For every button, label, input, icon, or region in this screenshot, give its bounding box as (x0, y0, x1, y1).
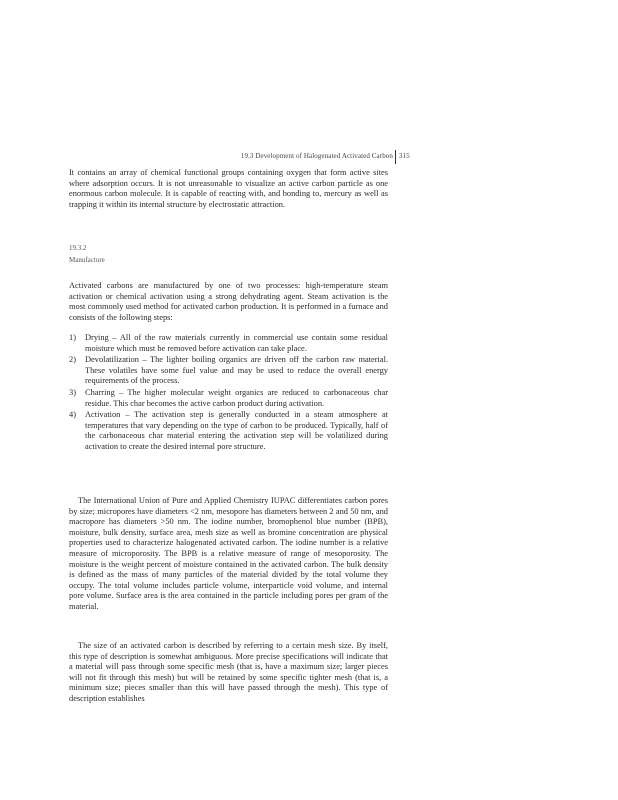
section-number: 19.3.2 (69, 244, 87, 252)
list-item-text: Activation – The activation step is generally conducted in a steam atmosphere at temperatures that vary depending on the type of carbon to be produced. Typically, half of the carbonaceous char material entering the activation step will be volatilized during activation to create the desired internal pore structure. (85, 410, 388, 451)
list-item-number: 4) (69, 410, 76, 420)
list-item (69, 355, 388, 387)
continued-paragraph: It contains an array of chemical functional groups containing oxygen that form active sites where adsorption occurs. It is not unreasonable to visualize an active carbon particle as one enormous carbon molecule. It is capable of reacting with, and bonding to, mercury as well as trapping it within its internal structure by electrostatic attraction. (69, 168, 388, 209)
intro-paragraph: Activated carbons are manufactured by one of two processes: high-temperature steam activation or chemical activation using a strong dehydrating agent. Steam activation is the most commonly used method for activated carbon production. It is performed in a furnace and consists of the following steps: (69, 281, 388, 322)
section-title: Manufacture (69, 256, 105, 264)
size-paragraph: The size of an activated carbon is described by referring to a certain mesh size. By itself, this type of description is somewhat ambiguous. More precise specifications will indicate that a material will pass through some specific mesh (that is, have a maximum size; larger pieces will not fit through this mesh) but will be retained by some specific tighter mesh (that is, a minimum size; pieces smaller than this will have passed through the mesh). This type of description establishes (69, 641, 388, 703)
manufacturing-steps-list (69, 333, 388, 454)
iupac-paragraph: The International Union of Pure and Applied Chemistry IUPAC differentiates carbon pores by size; micropores have diameters <2 nm, mesopore has diameters between 2 and 50 nm, and macropore has diameters >50 nm. The iodine number, bromophenol blue number (BPB), moisture, bulk density, surface area, mesh size as well as bromine concentration are physical properties used to characterize halogenated activated carbon. The iodine number is a relative measure of microporosity. The BPB is a relative measure of range of mesoporosity. The moisture is the weight percent of moisture contained in the activated carbon. The bulk density is defined as the mass of many particles of the material divided by the total volume they occupy. The total volume includes particle volume, interparticle void volume, and internal pore volume. Surface area is the area contained in the particle including pores per gram of the material. (69, 496, 388, 611)
list-item (69, 410, 388, 452)
header-divider (395, 150, 396, 164)
list-item-text: Charring – The higher molecular weight organics are reduced to carbonaceous char residue. This char becomes the active carbon product during activation. (85, 387, 388, 408)
list-item-number: 3) (69, 387, 76, 397)
list-item (69, 388, 388, 409)
list-item-text: Devolatilization – The lighter boiling organics are driven off the carbon raw material. These volatiles have some fuel value and may be used to reduce the overall energy requirements of the process. (85, 355, 388, 386)
list-item-text: Drying – All of the raw materials currently in commercial use contain some residual moisture which must be removed before activation can take place. (85, 333, 388, 353)
list-item (69, 333, 388, 354)
list-item-number: 2) (69, 355, 76, 365)
page-number: 315 (399, 152, 410, 160)
list-item-number: 1) (69, 333, 76, 342)
running-title: 19.3 Development of Halogenated Activated Carbon (240, 152, 393, 160)
running-header (222, 150, 412, 164)
